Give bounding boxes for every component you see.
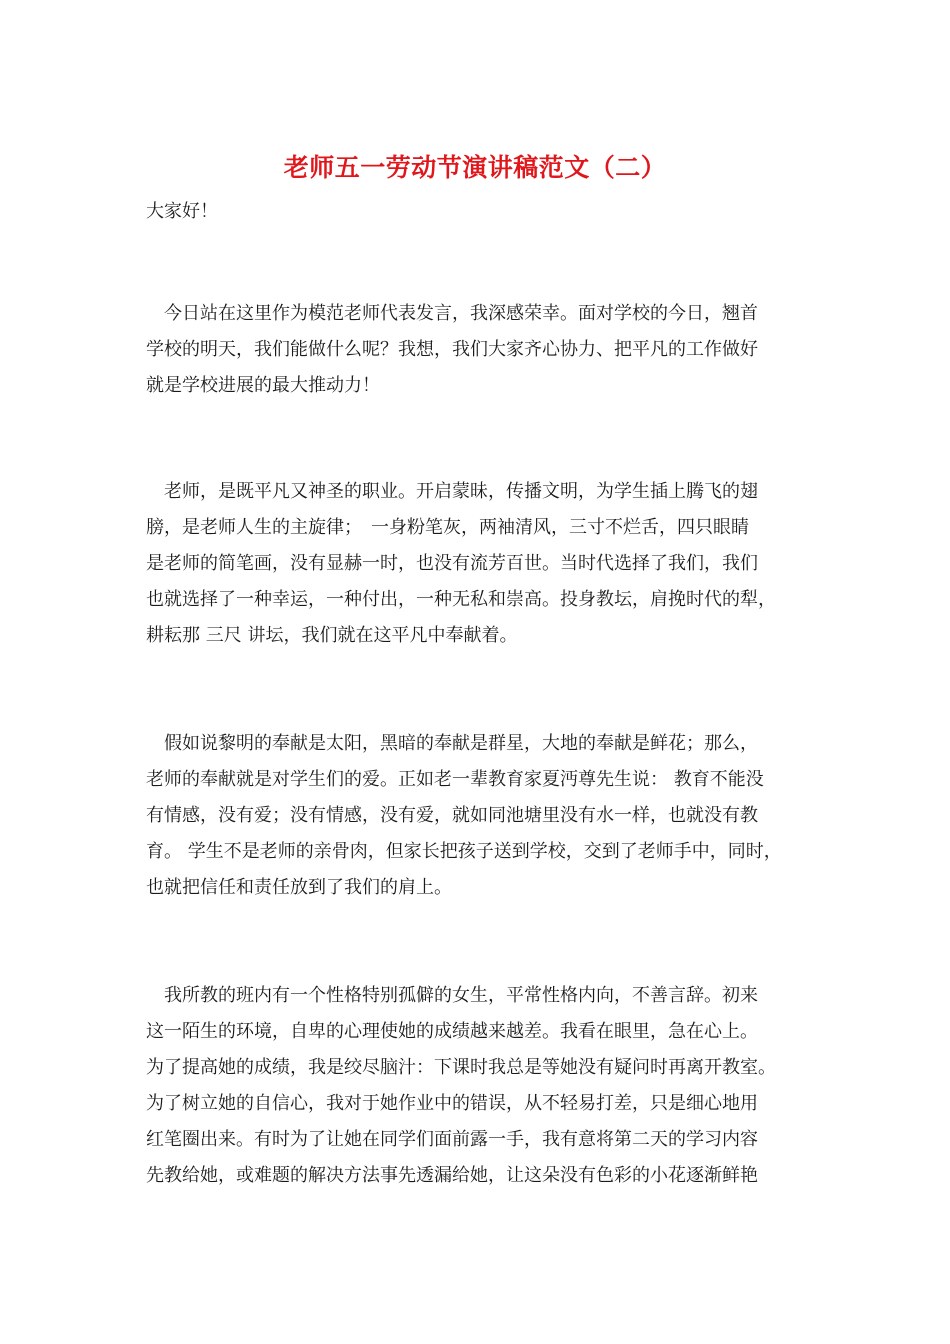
document-title: 老师五一劳动节演讲稿范文（二） xyxy=(283,153,667,182)
paragraph-line: 这一陌生的环境，自卑的心理使她的成绩越来越差。我看在眼里，急在心上。 xyxy=(146,1021,758,1042)
paragraph-line: 老师的奉献就是对学生们的爱。正如老一辈教育家夏沔尊先生说： 教育不能没 xyxy=(146,769,764,790)
paragraph-line: 就是学校进展的最大推动力！ xyxy=(146,375,380,396)
paragraph-line: 育。 学生不是老师的亲骨肉，但家长把孩子送到学校，交到了老师手中，同时， xyxy=(146,841,782,862)
paragraph-line: 我所教的班内有一个性格特别孤僻的女生，平常性格内向，不善言辞。初来 xyxy=(146,985,758,1006)
paragraph-line: 也就把信任和责任放到了我们的肩上。 xyxy=(146,877,452,898)
paragraph-line: 是老师的简笔画，没有显赫一时，也没有流芳百世。当时代选择了我们，我们 xyxy=(146,553,758,574)
greeting-text: 大家好！ xyxy=(146,201,218,222)
paragraph-line: 也就选择了一种幸运，一种付出，一种无私和崇高。投身教坛，肩挽时代的犁， xyxy=(146,589,776,610)
paragraph-line: 膀，是老师人生的主旋律； 一身粉笔灰，两袖清风，三寸不烂舌，四只眼睛 xyxy=(146,517,749,538)
paragraph-line: 老师，是既平凡又神圣的职业。开启蒙昧，传播文明，为学生插上腾飞的翅 xyxy=(146,481,758,502)
paragraph-line: 有情感，没有爱；没有情感，没有爱，就如同池塘里没有水一样，也就没有教 xyxy=(146,805,758,826)
paragraph-line: 假如说黎明的奉献是太阳，黑暗的奉献是群星，大地的奉献是鲜花；那么， xyxy=(146,733,758,754)
paragraph-line: 为了提高她的成绩，我是绞尽脑汁：下课时我总是等她没有疑问时再离开教室。 xyxy=(146,1057,776,1078)
paragraph-line: 耕耘那 三尺 讲坛，我们就在这平凡中奉献着。 xyxy=(146,625,518,646)
paragraph-line: 红笔圈出来。有时为了让她在同学们面前露一手，我有意将第二天的学习内容 xyxy=(146,1129,758,1150)
paragraph-line: 为了树立她的自信心，我对于她作业中的错误，从不轻易打差，只是细心地用 xyxy=(146,1093,758,1114)
paragraph-line: 先教给她，或难题的解决方法事先透漏给她，让这朵没有色彩的小花逐渐鲜艳 xyxy=(146,1165,758,1186)
paragraph-line: 今日站在这里作为模范老师代表发言，我深感荣幸。面对学校的今日，翘首 xyxy=(146,303,758,324)
paragraph-line: 学校的明天，我们能做什么呢？我想，我们大家齐心协力、把平凡的工作做好 xyxy=(146,339,758,360)
